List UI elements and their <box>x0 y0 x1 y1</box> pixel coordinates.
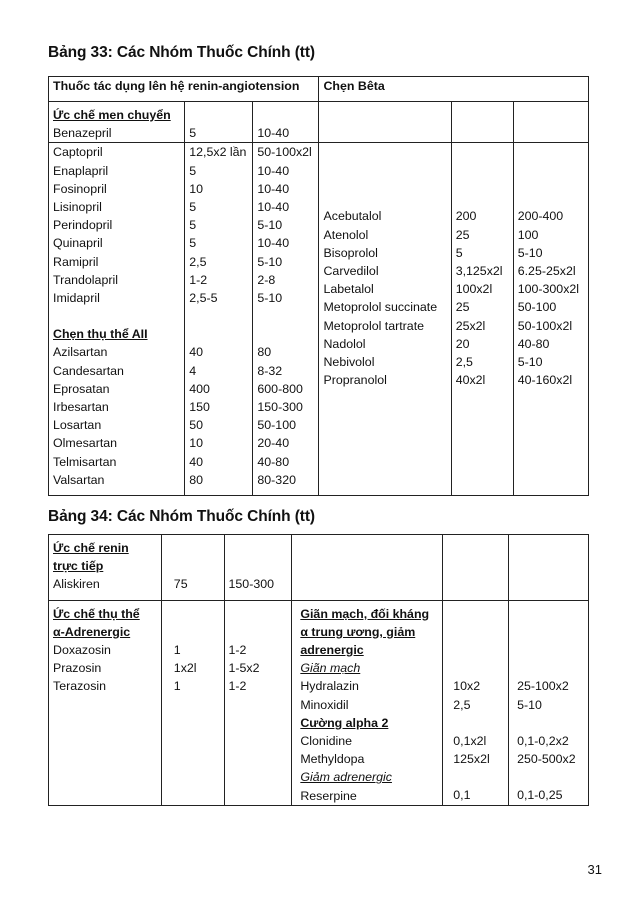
max-dose: 250-500x2 <box>517 752 576 767</box>
table-row <box>49 535 589 601</box>
start-dose: 10 <box>189 436 204 451</box>
max-dose: 100 <box>517 227 539 242</box>
start-dose: 2,5 <box>453 697 471 712</box>
start-dose: 2,5-5 <box>189 290 218 305</box>
drug-name: Labetalol <box>323 282 374 297</box>
start-dose: 400 <box>189 381 210 396</box>
start-dose: 1x2l <box>173 661 197 676</box>
start-dose: 5 <box>189 218 197 233</box>
drug-name: Fosinopril <box>53 181 107 196</box>
drug-name: Benazepril <box>53 126 112 141</box>
start-dose: 50 <box>189 418 204 433</box>
drug-name: Candesartan <box>53 363 124 378</box>
group-ace-inhibitor-heading: Ức chế men chuyển <box>53 108 171 122</box>
max-dose: 10-40 <box>257 199 290 214</box>
start-dose: 100x2l <box>455 282 493 297</box>
table-row <box>49 143 589 496</box>
start-dose: 150 <box>189 400 210 415</box>
start-dose: 125x2l <box>453 752 490 767</box>
drug-name: Olmesartan <box>53 436 118 451</box>
max-dose: 10-40 <box>257 163 290 178</box>
start-dose: 20 <box>455 336 470 351</box>
start-dose: 0,1 <box>453 788 471 803</box>
drug-name: Captopril <box>53 145 103 160</box>
start-dose: 2,5 <box>189 254 207 269</box>
max-dose: 40-160x2l <box>517 373 573 388</box>
drug-name: Reserpine <box>300 788 357 803</box>
max-dose: 0,1-0,2x2 <box>517 733 569 748</box>
max-dose: 10-40 <box>257 126 290 141</box>
max-dose: 5-10 <box>517 245 543 260</box>
page-number: 31 <box>587 862 602 877</box>
start-dose: 0,1x2l <box>453 733 487 748</box>
max-dose: 5-10 <box>517 354 543 369</box>
header-beta: Chẹn Bêta <box>319 77 589 102</box>
start-dose: 5 <box>189 126 197 141</box>
max-dose: 10-40 <box>257 236 290 251</box>
drug-name: Losartan <box>53 418 102 433</box>
max-dose: 5-10 <box>257 254 283 269</box>
drug-name: Eprosatan <box>53 381 110 396</box>
drug-name: Enaplapril <box>53 163 109 178</box>
drug-name: Terazosin <box>53 679 107 694</box>
ace-inhibitor-list <box>53 143 180 307</box>
max-dose: 200-400 <box>517 209 564 224</box>
drug-name: Acebutalol <box>323 209 382 224</box>
drug-name: Bisoprolol <box>323 245 378 260</box>
max-dose: 50-100 <box>257 418 296 433</box>
subgroup-heading: Cường alpha 2 <box>300 715 389 730</box>
max-dose: 150-300 <box>228 577 274 592</box>
group-vasodilator-heading-cont: α trung ương, giảm <box>300 624 416 639</box>
max-dose: 600-800 <box>257 381 303 396</box>
start-dose: 1 <box>173 679 181 694</box>
group-renin-inhibitor-heading-cont: trực tiếp <box>53 559 104 574</box>
max-dose: 8-32 <box>257 363 283 378</box>
group-alpha-blocker-heading-cont: α-Adrenergic <box>53 624 131 639</box>
max-dose: 6.25-25x2l <box>517 263 576 278</box>
start-dose: 40x2l <box>455 373 486 388</box>
max-dose: 2-8 <box>257 272 276 287</box>
drug-name: Azilsartan <box>53 345 108 360</box>
subgroup-heading: Giãn mạch <box>300 661 361 676</box>
start-dose: 40 <box>189 454 204 469</box>
drug-name: Atenolol <box>323 227 369 242</box>
max-dose: 5-10 <box>517 697 542 712</box>
start-dose: 4 <box>189 363 197 378</box>
table-row <box>49 102 589 143</box>
start-dose: 12,5x2 lần <box>189 145 247 160</box>
drug-name: Hydralazin <box>300 679 359 694</box>
drug-name: Ramipril <box>53 254 99 269</box>
table-34 <box>48 534 589 806</box>
start-dose: 25x2l <box>455 318 486 333</box>
arb-list <box>53 343 180 489</box>
start-dose: 5 <box>189 199 197 214</box>
start-dose: 10 <box>189 181 204 196</box>
drug-name: Carvedilol <box>323 263 379 278</box>
drug-name: Irbesartan <box>53 400 109 415</box>
max-dose: 40-80 <box>257 454 290 469</box>
drug-name: Imidapril <box>53 290 100 305</box>
group-arb-heading: Chẹn thụ thể AII <box>53 327 148 342</box>
max-dose: 1-5x2 <box>228 661 260 676</box>
max-dose: 5-10 <box>257 290 283 305</box>
drug-name: Trandolapril <box>53 272 118 287</box>
drug-name: Metoprolol tartrate <box>323 318 425 333</box>
drug-name: Methyldopa <box>300 752 365 767</box>
table-33 <box>48 76 589 496</box>
drug-name: Nebivolol <box>323 354 375 369</box>
start-dose: 1 <box>173 642 181 657</box>
max-dose: 50-100x2l <box>257 145 312 160</box>
max-dose: 50-100 <box>517 300 557 315</box>
start-dose: 5 <box>189 163 197 178</box>
start-dose: 5 <box>189 236 197 251</box>
start-dose: 25 <box>455 227 470 242</box>
max-dose: 25-100x2 <box>517 679 569 694</box>
drug-name: Telmisartan <box>53 454 117 469</box>
group-renin-inhibitor-heading: Ức chế renin <box>53 541 129 555</box>
start-dose: 10x2 <box>453 679 481 694</box>
max-dose: 100-300x2l <box>517 282 580 297</box>
max-dose: 80-320 <box>257 472 296 487</box>
table-row <box>49 600 589 805</box>
header-raa: Thuốc tác dụng lên hệ renin-angiotension <box>49 77 319 102</box>
drug-name: Lisinopril <box>53 199 102 214</box>
drug-name: Metoprolol succinate <box>323 300 438 315</box>
max-dose: 0,1-0,25 <box>517 788 563 803</box>
max-dose: 5-10 <box>257 218 283 233</box>
drug-name: Minoxidil <box>300 697 349 712</box>
max-dose: 80 <box>257 345 272 360</box>
drug-name: Prazosin <box>53 661 102 676</box>
drug-name: Propranolol <box>323 373 387 388</box>
max-dose: 1-2 <box>228 679 247 694</box>
table-33-title: Bảng 33: Các Nhóm Thuốc Chính (tt) <box>48 44 315 61</box>
start-dose: 25 <box>455 300 470 315</box>
table-34-title: Bảng 34: Các Nhóm Thuốc Chính (tt) <box>48 508 315 525</box>
start-dose: 3,125x2l <box>455 263 503 278</box>
start-dose: 2,5 <box>455 354 473 369</box>
drug-name: Perindopril <box>53 218 113 233</box>
subgroup-heading: Giảm adrenergic <box>300 770 392 785</box>
max-dose: 40-80 <box>517 336 550 351</box>
start-dose: 200 <box>455 209 477 224</box>
start-dose: 80 <box>189 472 204 487</box>
table-33-header-row <box>49 77 589 102</box>
start-dose: 5 <box>455 245 463 260</box>
drug-name: Clonidine <box>300 733 353 748</box>
max-dose: 150-300 <box>257 400 303 415</box>
max-dose: 1-2 <box>228 642 247 657</box>
drug-name: Nadolol <box>323 336 366 351</box>
drug-name: Quinapril <box>53 236 103 251</box>
max-dose: 20-40 <box>257 436 290 451</box>
drug-name: Aliskiren <box>53 577 100 592</box>
start-dose: 40 <box>189 345 204 360</box>
group-vasodilator-heading-cont: adrenergic <box>300 643 364 657</box>
max-dose: 10-40 <box>257 181 290 196</box>
start-dose: 1-2 <box>189 272 208 287</box>
drug-name: Doxazosin <box>53 643 111 657</box>
start-dose: 75 <box>173 577 188 592</box>
group-alpha-blocker-heading: Ức chế thụ thể <box>53 606 140 621</box>
max-dose: 50-100x2l <box>517 318 573 333</box>
group-vasodilator-heading: Giãn mạch, đối kháng <box>300 606 430 621</box>
drug-name: Valsartan <box>53 472 105 487</box>
